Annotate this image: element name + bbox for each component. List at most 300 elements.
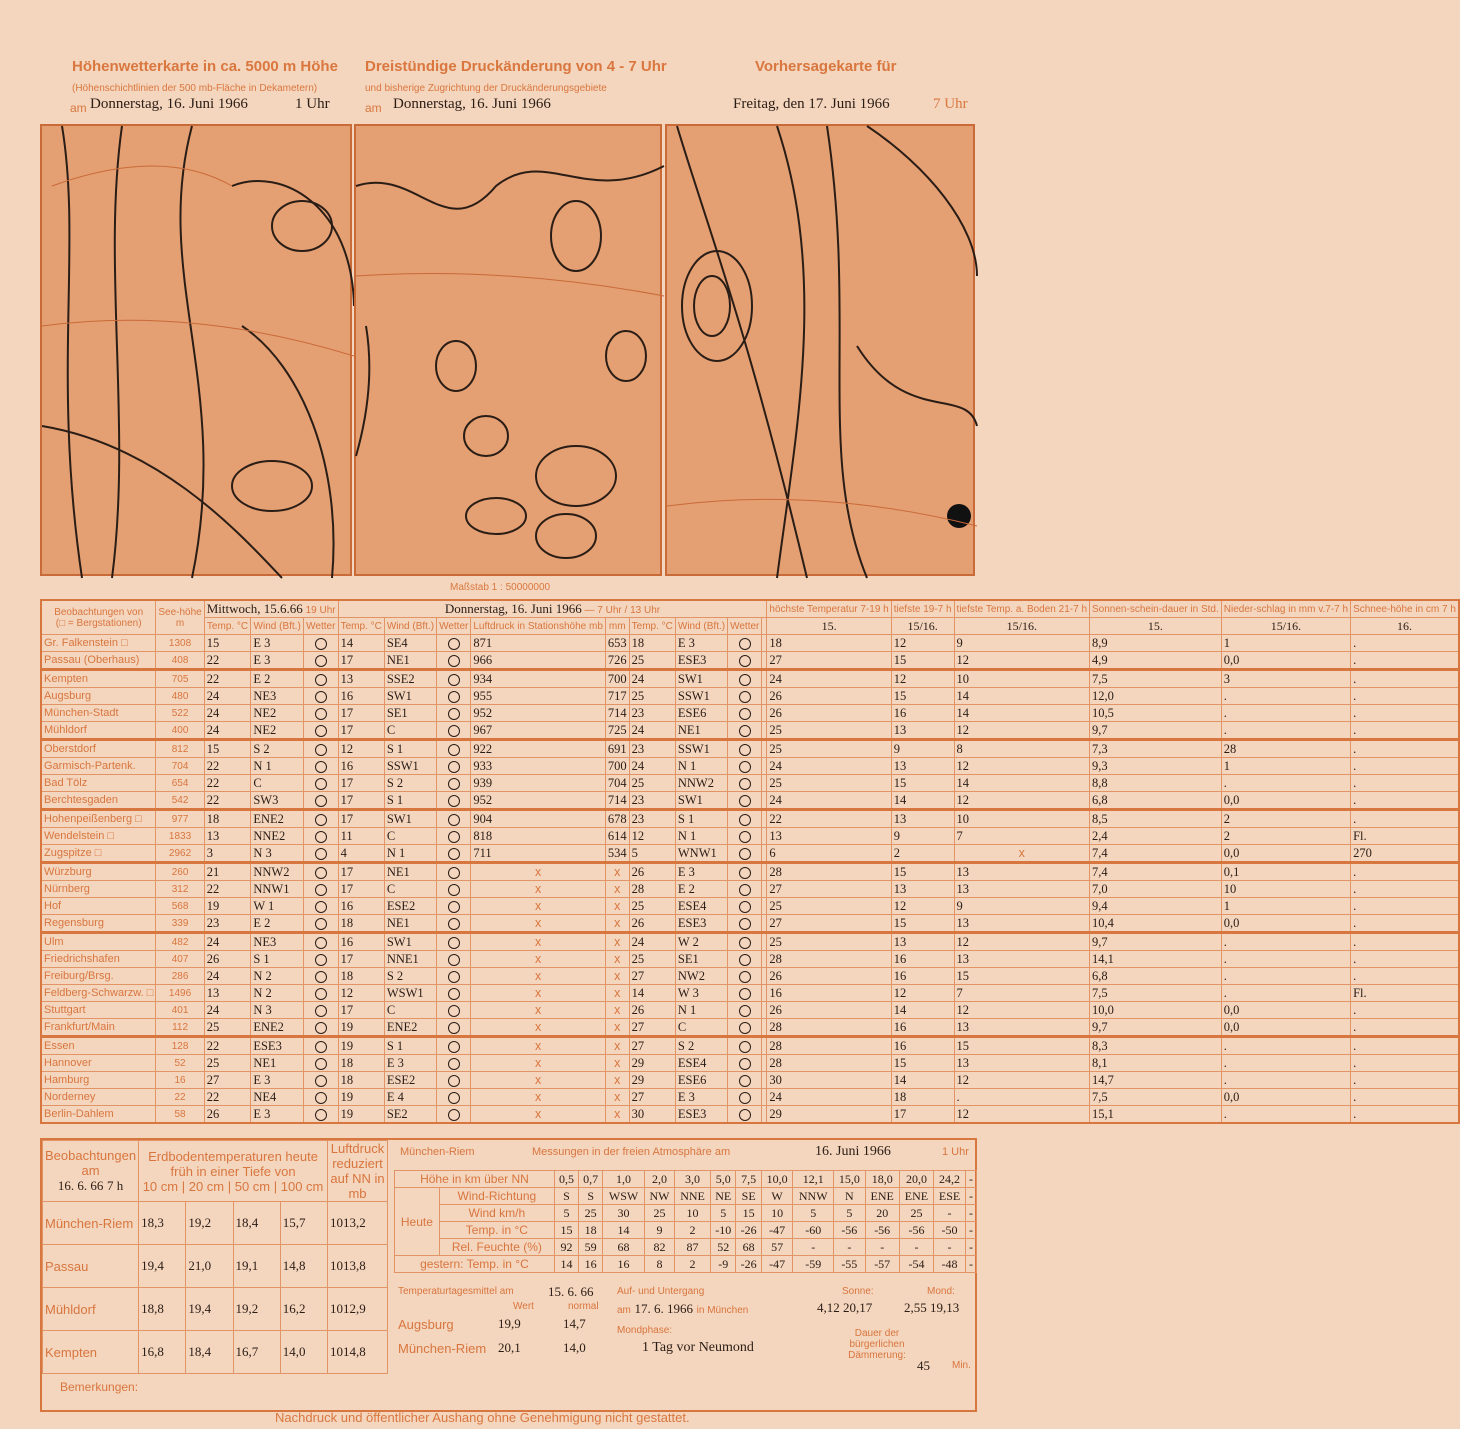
day2-date: Donnerstag, 16. Juni 1966 — [444, 601, 582, 616]
observation-table — [40, 599, 1460, 1124]
weather-19h-icon — [304, 881, 339, 898]
ground-min-temp: x — [954, 845, 1089, 863]
wind-19h: NE3 — [251, 688, 304, 705]
max-temp: 25 — [767, 775, 891, 792]
col-nied: Nieder-schlag in mm v.7-7 h — [1221, 600, 1350, 618]
wind-19h: ESE3 — [251, 1037, 304, 1055]
sunshine-hours: 8,3 — [1090, 1037, 1222, 1055]
temp-7h: 14 — [338, 635, 384, 652]
pressure-mb: x — [471, 1072, 606, 1089]
weather-13h-icon — [728, 1106, 762, 1124]
sunshine-hours: 7,4 — [1090, 845, 1222, 863]
weather-19h-icon — [304, 951, 339, 968]
table-row — [41, 1002, 1459, 1019]
pressure-mm: 678 — [605, 810, 629, 828]
table-row — [395, 1256, 977, 1273]
air-value: S — [554, 1188, 578, 1205]
precipitation: . — [1221, 722, 1350, 740]
min-temp: 15 — [891, 775, 954, 792]
sunshine-hours: 4,9 — [1090, 652, 1222, 670]
weather-13h-icon — [728, 670, 762, 688]
precipitation: 1 — [1221, 898, 1350, 915]
station-name: Freiburg/Brsg. — [41, 968, 156, 985]
weather-19h-icon — [304, 1106, 339, 1124]
pressure-mb: 939 — [471, 775, 606, 792]
sunshine-hours: 8,8 — [1090, 775, 1222, 792]
min-temp: 12 — [891, 898, 954, 915]
map1-time: 1 Uhr — [295, 96, 330, 112]
air-table — [394, 1170, 977, 1273]
air-date: 16. Juni 1966 — [815, 1144, 891, 1159]
air-value: -60 — [793, 1222, 834, 1239]
pressure-mb: x — [471, 1089, 606, 1106]
station-name: Oberstdorf — [41, 740, 156, 758]
wind-13h: E 3 — [675, 1089, 727, 1106]
wind-13h: SSW1 — [675, 740, 727, 758]
temp-19h: 24 — [204, 705, 251, 722]
soil-station: Passau — [43, 1245, 139, 1288]
station-name: Frankfurt/Main — [41, 1019, 156, 1037]
temp-13h: 25 — [629, 652, 675, 670]
station-elevation: 482 — [156, 933, 204, 951]
wind-19h: E 3 — [251, 635, 304, 652]
air-value: 9 — [644, 1222, 674, 1239]
station-elevation: 812 — [156, 740, 204, 758]
sun-date: 17. 6. 1966 — [634, 1301, 694, 1316]
station-elevation: 408 — [156, 652, 204, 670]
temp-19h: 22 — [204, 1089, 251, 1106]
air-time: 1 Uhr — [942, 1146, 969, 1158]
air-value: 14 — [603, 1222, 645, 1239]
mittel-wert-value: 20,1 — [498, 1340, 521, 1355]
weather-13h-icon — [728, 758, 762, 775]
height-value: 7,5 — [736, 1171, 761, 1188]
sunshine-hours: 15,1 — [1090, 1106, 1222, 1124]
temp-7h: 12 — [338, 985, 384, 1002]
wind-7h: C — [384, 1002, 436, 1019]
max-temp: 26 — [767, 968, 891, 985]
weather-7h-icon — [437, 915, 471, 933]
col-elev-label: See-höhe — [158, 606, 202, 618]
col-day2: Donnerstag, 16. Juni 1966 — 7 Uhr / 13 Uhr — [338, 600, 767, 618]
table-row — [41, 1019, 1459, 1037]
max-temp: 25 — [767, 740, 891, 758]
weather-13h-icon — [728, 1002, 762, 1019]
precipitation: 0,0 — [1221, 845, 1350, 863]
weather-13h-icon — [728, 1019, 762, 1037]
temp-13h: 26 — [629, 863, 675, 881]
height-value: 12,1 — [793, 1171, 834, 1188]
soil-head — [43, 1141, 139, 1202]
weather-13h-icon — [728, 1072, 762, 1089]
air-value: - — [793, 1239, 834, 1256]
pressure-mb: x — [471, 1019, 606, 1037]
station-name: Nürnberg — [41, 881, 156, 898]
wind-13h: N 1 — [675, 758, 727, 775]
max-temp: 25 — [767, 722, 891, 740]
wind-7h: NE1 — [384, 652, 436, 670]
min-temp: 12 — [891, 670, 954, 688]
pressure-mb: x — [471, 1037, 606, 1055]
table-row — [395, 1205, 977, 1222]
max-temp: 27 — [767, 652, 891, 670]
air-value: 20 — [865, 1205, 899, 1222]
precipitation: . — [1221, 951, 1350, 968]
ground-min-temp: 12 — [954, 1106, 1089, 1124]
temp-19h: 24 — [204, 933, 251, 951]
wind-7h: NNE1 — [384, 951, 436, 968]
temp-7h: 19 — [338, 1089, 384, 1106]
soil-station: Mühldorf — [43, 1288, 139, 1331]
precipitation: . — [1221, 688, 1350, 705]
pressure-mm: x — [605, 1055, 629, 1072]
weather-13h-icon — [728, 881, 762, 898]
air-value: 30 — [603, 1205, 645, 1222]
air-value: 2 — [675, 1222, 711, 1239]
height-value: 0,7 — [579, 1171, 603, 1188]
mittel-box — [398, 1286, 606, 1376]
table-row — [41, 1106, 1459, 1124]
temp-19h: 24 — [204, 968, 251, 985]
table-row — [41, 688, 1459, 705]
weather-7h-icon — [437, 792, 471, 810]
snow-depth: . — [1351, 863, 1459, 881]
weather-7h-icon — [437, 705, 471, 722]
weather-13h-icon — [728, 722, 762, 740]
wind-19h: C — [251, 775, 304, 792]
air-value: NW — [644, 1188, 674, 1205]
temp-19h: 22 — [204, 670, 251, 688]
min-temp: 14 — [891, 1002, 954, 1019]
height-value: 15,0 — [834, 1171, 865, 1188]
air-value: 68 — [603, 1239, 645, 1256]
weather-13h-icon — [728, 828, 762, 845]
wind-13h: ESE4 — [675, 898, 727, 915]
moonset: 19,13 — [930, 1300, 960, 1315]
moonphase-label: Mondphase: — [617, 1325, 673, 1336]
soil-pressure: 1012,9 — [328, 1288, 388, 1331]
air-value: -56 — [899, 1222, 933, 1239]
weather-19h-icon — [304, 775, 339, 792]
forecast-map — [665, 124, 975, 576]
wind-7h: NE1 — [384, 915, 436, 933]
col-max: höchste Temperatur 7-19 h — [767, 600, 891, 618]
weather-13h-icon — [728, 810, 762, 828]
air-value: -9 — [711, 1256, 736, 1273]
air-value: - — [899, 1239, 933, 1256]
table-row — [41, 845, 1459, 863]
air-param-label: Wind km/h — [439, 1205, 554, 1222]
snow-depth: 270 — [1351, 845, 1459, 863]
pressure-mm: 726 — [605, 652, 629, 670]
station-elevation: 58 — [156, 1106, 204, 1124]
weather-19h-icon — [304, 688, 339, 705]
pressure-mm: x — [605, 881, 629, 898]
dammerung-unit: Min. — [952, 1360, 971, 1371]
temp-13h: 5 — [629, 845, 675, 863]
station-elevation: 480 — [156, 688, 204, 705]
t13-label: 13 Uhr — [630, 605, 661, 616]
air-value: 8 — [644, 1256, 674, 1273]
wind-13h: SW1 — [675, 792, 727, 810]
table-row — [41, 881, 1459, 898]
air-value: 5 — [711, 1205, 736, 1222]
weather-19h-icon — [304, 705, 339, 722]
pressure-change-drawing — [356, 126, 664, 578]
max-temp: 24 — [767, 792, 891, 810]
table-row — [41, 740, 1459, 758]
wind-13h: ESE4 — [675, 1055, 727, 1072]
max-temp: 28 — [767, 863, 891, 881]
air-value: - — [834, 1239, 865, 1256]
weather-13h-icon — [728, 1089, 762, 1106]
wind-13h: W 3 — [675, 985, 727, 1002]
height-row — [395, 1171, 977, 1188]
ground-min-temp: 9 — [954, 898, 1089, 915]
station-name: Bad Tölz — [41, 775, 156, 792]
precipitation: 0,0 — [1221, 1089, 1350, 1106]
ground-min-temp: 15 — [954, 1037, 1089, 1055]
height-value: 2,0 — [644, 1171, 674, 1188]
temp-7h: 17 — [338, 881, 384, 898]
weather-19h-icon — [304, 758, 339, 775]
h-wind1: Wind (Bft.) — [251, 618, 304, 635]
weather-19h-icon — [304, 863, 339, 881]
weather-7h-icon — [437, 652, 471, 670]
mittel-station: Augsburg — [398, 1317, 454, 1332]
station-name: Regensburg — [41, 915, 156, 933]
precipitation: . — [1221, 1072, 1350, 1089]
temp-19h: 18 — [204, 810, 251, 828]
precipitation: . — [1221, 968, 1350, 985]
height-value: - — [966, 1171, 977, 1188]
h-temp2: Temp. °C — [338, 618, 384, 635]
ground-min-temp: 14 — [954, 705, 1089, 722]
min-temp: 9 — [891, 740, 954, 758]
sun-title: Auf- und Untergang — [617, 1286, 705, 1297]
h-temp1: Temp. °C — [204, 618, 251, 635]
sunshine-hours: 8,1 — [1090, 1055, 1222, 1072]
sunrise: 4,12 — [817, 1300, 840, 1315]
min-temp: 13 — [891, 881, 954, 898]
pressure-mb: x — [471, 1002, 606, 1019]
weather-13h-icon — [728, 635, 762, 652]
wind-19h: E 3 — [251, 1072, 304, 1089]
sunshine-hours: 7,4 — [1090, 863, 1222, 881]
h-d1516b: 15/16. — [954, 618, 1089, 635]
h-wetter3: Wetter — [728, 618, 762, 635]
snow-depth: . — [1351, 898, 1459, 915]
station-elevation: 568 — [156, 898, 204, 915]
sunshine-hours: 12,0 — [1090, 688, 1222, 705]
mittel-title: Temperaturtagesmittel am — [398, 1286, 514, 1297]
wind-7h: S 1 — [384, 740, 436, 758]
table-row — [41, 758, 1459, 775]
precipitation: 2 — [1221, 810, 1350, 828]
wind-13h: ESE6 — [675, 705, 727, 722]
pressure-mm: x — [605, 898, 629, 915]
pressure-change-map — [354, 124, 662, 576]
wind-7h: ENE2 — [384, 1019, 436, 1037]
ground-min-temp: 15 — [954, 968, 1089, 985]
air-value: S — [579, 1188, 603, 1205]
station-elevation: 654 — [156, 775, 204, 792]
sun-am: am — [617, 1305, 631, 1316]
ground-min-temp: 10 — [954, 810, 1089, 828]
snow-depth: . — [1351, 705, 1459, 722]
map1-prefix: am — [70, 101, 87, 115]
weather-13h-icon — [728, 968, 762, 985]
weather-19h-icon — [304, 968, 339, 985]
mittel-wert: Wert — [513, 1301, 534, 1312]
snow-depth: . — [1351, 968, 1459, 985]
weather-7h-icon — [437, 828, 471, 845]
temp-7h: 16 — [338, 688, 384, 705]
temp-13h: 12 — [629, 828, 675, 845]
weather-19h-icon — [304, 1002, 339, 1019]
precipitation: 0,0 — [1221, 792, 1350, 810]
soil-table — [42, 1140, 388, 1374]
map1-date: Donnerstag, 16. Juni 1966 — [90, 96, 248, 112]
wind-19h: E 3 — [251, 652, 304, 670]
pressure-mb: x — [471, 1106, 606, 1124]
lower-section — [40, 1138, 977, 1412]
weather-13h-icon — [728, 933, 762, 951]
temp-7h: 19 — [338, 1106, 384, 1124]
wind-7h: S 2 — [384, 775, 436, 792]
temp-7h: 16 — [338, 758, 384, 775]
air-value: -50 — [934, 1222, 966, 1239]
sunset: 20,17 — [843, 1300, 873, 1315]
weather-7h-icon — [437, 635, 471, 652]
air-value: 25 — [899, 1205, 933, 1222]
pressure-mm: x — [605, 1002, 629, 1019]
soil-press-head: Luftdruck reduziert auf NN in mb — [328, 1141, 388, 1202]
snow-depth: . — [1351, 688, 1459, 705]
air-value: 87 — [675, 1239, 711, 1256]
weather-13h-icon — [728, 863, 762, 881]
temp-13h: 27 — [629, 968, 675, 985]
station-name: Berchtesgaden — [41, 792, 156, 810]
col-schnee: Schnee-höhe in cm 7 h — [1351, 600, 1459, 618]
map3-time: 7 Uhr — [933, 96, 968, 112]
soil-head-label: Beobachtungen am — [45, 1148, 137, 1178]
max-temp: 29 — [767, 1106, 891, 1124]
wind-19h: NNE2 — [251, 828, 304, 845]
station-elevation: 2962 — [156, 845, 204, 863]
map-scale: Maßstab 1 : 50000000 — [450, 582, 551, 593]
min-temp: 15 — [891, 915, 954, 933]
moonphase: 1 Tag vor Neumond — [642, 1340, 754, 1355]
weather-7h-icon — [437, 722, 471, 740]
map1-subtitle: (Höhenschichtlinien der 500 mb-Fläche in Dekametern) — [72, 83, 318, 94]
air-title: Messungen in der freien Atmosphäre am — [532, 1146, 731, 1158]
station-elevation: 339 — [156, 915, 204, 933]
station-name: Garmisch-Partenk. — [41, 758, 156, 775]
temp-19h: 22 — [204, 1037, 251, 1055]
station-elevation: 1496 — [156, 985, 204, 1002]
station-name: Wendelstein □ — [41, 828, 156, 845]
station-elevation: 260 — [156, 863, 204, 881]
station-name: Hohenpeißenberg □ — [41, 810, 156, 828]
temp-13h: 25 — [629, 775, 675, 792]
temp-7h: 17 — [338, 863, 384, 881]
snow-depth: . — [1351, 1037, 1459, 1055]
ground-min-temp: 10 — [954, 670, 1089, 688]
air-value: 52 — [711, 1239, 736, 1256]
min-temp: 16 — [891, 951, 954, 968]
table-row — [41, 863, 1459, 881]
snow-depth: . — [1351, 670, 1459, 688]
table-row — [41, 722, 1459, 740]
temp-19h: 26 — [204, 1106, 251, 1124]
air-value: -10 — [711, 1222, 736, 1239]
weather-7h-icon — [437, 1106, 471, 1124]
pressure-mb: x — [471, 863, 606, 881]
wind-7h: S 1 — [384, 792, 436, 810]
ground-min-temp: 12 — [954, 792, 1089, 810]
max-temp: 18 — [767, 635, 891, 652]
ground-min-temp: 7 — [954, 985, 1089, 1002]
weather-13h-icon — [728, 652, 762, 670]
sunshine-hours: 9,4 — [1090, 898, 1222, 915]
day1-time: 19 Uhr — [305, 605, 336, 616]
air-value: -59 — [793, 1256, 834, 1273]
weather-19h-icon — [304, 1072, 339, 1089]
temp-7h: 17 — [338, 722, 384, 740]
pressure-mm: x — [605, 933, 629, 951]
soil-temp: 19,2 — [233, 1288, 280, 1331]
air-value: W — [761, 1188, 792, 1205]
temp-13h: 18 — [629, 635, 675, 652]
temp-13h: 25 — [629, 898, 675, 915]
pressure-mb: x — [471, 915, 606, 933]
pressure-mb: x — [471, 881, 606, 898]
weather-7h-icon — [437, 951, 471, 968]
height-value: 5,0 — [711, 1171, 736, 1188]
temp-7h: 17 — [338, 792, 384, 810]
mittel-row — [398, 1340, 606, 1364]
air-value: -55 — [834, 1256, 865, 1273]
temp-13h: 25 — [629, 951, 675, 968]
min-temp: 12 — [891, 635, 954, 652]
max-temp: 26 — [767, 1002, 891, 1019]
precipitation: . — [1221, 985, 1350, 1002]
table-row — [395, 1239, 977, 1256]
air-value: - — [966, 1205, 977, 1222]
station-elevation: 705 — [156, 670, 204, 688]
wind-7h: SE2 — [384, 1106, 436, 1124]
station-elevation: 112 — [156, 1019, 204, 1037]
weather-13h-icon — [728, 1037, 762, 1055]
precipitation: 0,0 — [1221, 915, 1350, 933]
temp-19h: 3 — [204, 845, 251, 863]
height-value: 18,0 — [865, 1171, 899, 1188]
pressure-mm: 700 — [605, 758, 629, 775]
mittel-normal-value: 14,0 — [563, 1340, 586, 1355]
soil-temp: 18,4 — [186, 1331, 233, 1374]
snow-depth: . — [1351, 722, 1459, 740]
ground-min-temp: . — [954, 1089, 1089, 1106]
wind-7h: SE4 — [384, 635, 436, 652]
air-loc: München-Riem — [400, 1146, 475, 1158]
wind-19h: S 1 — [251, 951, 304, 968]
snow-depth: . — [1351, 792, 1459, 810]
station-elevation: 52 — [156, 1055, 204, 1072]
station-elevation: 400 — [156, 722, 204, 740]
snow-depth: . — [1351, 1002, 1459, 1019]
wind-19h: SW3 — [251, 792, 304, 810]
